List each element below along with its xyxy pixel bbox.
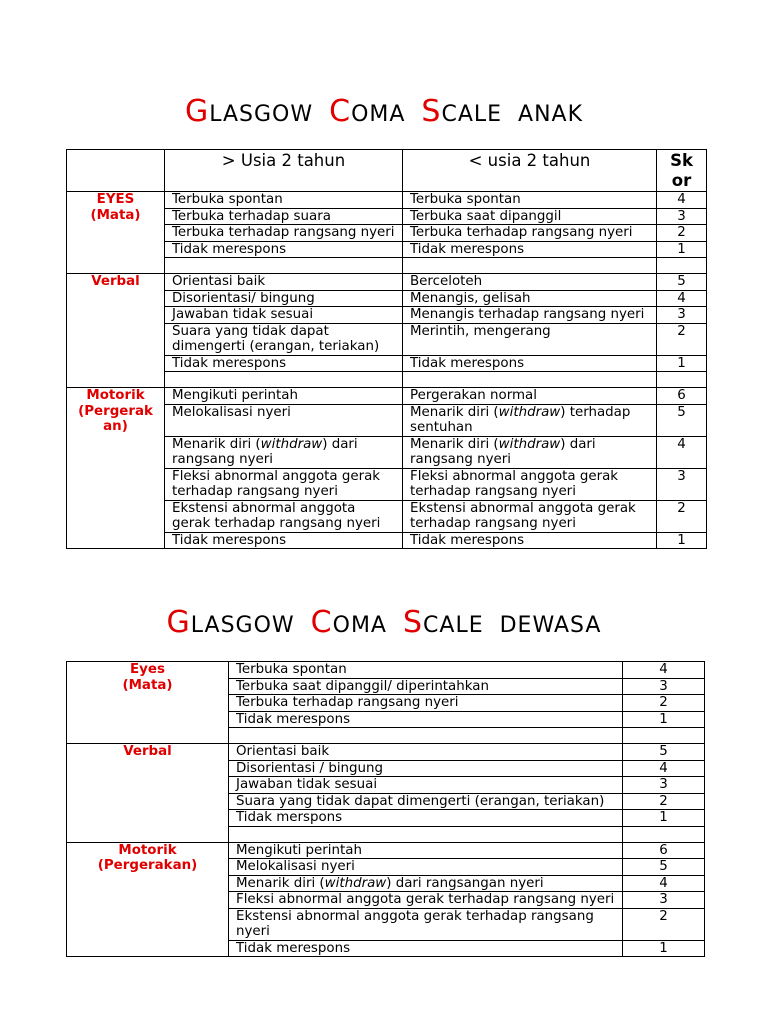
cell-score: 4 bbox=[657, 192, 707, 209]
cell-score: 2 bbox=[623, 793, 705, 810]
category-verbal bbox=[67, 744, 229, 843]
table-row bbox=[67, 192, 707, 209]
cell-under2: Terbuka saat dipanggil bbox=[403, 208, 657, 225]
cell-text: Mengikuti perintah bbox=[229, 842, 623, 859]
title-letter: S bbox=[402, 605, 424, 640]
cell-text: Tidak merspons bbox=[229, 810, 623, 827]
cell-score: 1 bbox=[657, 355, 707, 372]
child-scale-title bbox=[0, 94, 768, 129]
cell-score: 4 bbox=[623, 875, 705, 892]
adult-scale-title bbox=[0, 605, 768, 640]
cell-score: 3 bbox=[657, 208, 707, 225]
category-sublabel: (Pergerakan) bbox=[97, 858, 198, 873]
cell-text: Suara yang tidak dapat dimengerti (erangan, teriakan) bbox=[229, 793, 623, 810]
cell-score: 5 bbox=[657, 404, 707, 436]
header-under-2: < usia 2 tahun bbox=[403, 150, 657, 192]
cell-text: Menarik diri ( bbox=[410, 436, 499, 452]
cell-under2: Terbuka terhadap rangsang nyeri bbox=[403, 225, 657, 242]
cell-score: 2 bbox=[657, 500, 707, 532]
cell-score: 1 bbox=[623, 940, 705, 957]
category-sublabel: an) bbox=[103, 419, 128, 434]
category-label: Motorik bbox=[86, 388, 145, 403]
cell-score: 5 bbox=[623, 859, 705, 876]
cell-under2: Pergerakan normal bbox=[403, 388, 657, 405]
cell-text: ) dari rangsang nyeri bbox=[410, 436, 596, 467]
cell-over2: Tidak merespons bbox=[165, 241, 403, 258]
cell-score: 1 bbox=[657, 241, 707, 258]
cell-text: Melokalisasi nyeri bbox=[229, 859, 623, 876]
cell-over2: Terbuka spontan bbox=[165, 192, 403, 209]
cell-over2: Melokalisasi nyeri bbox=[165, 404, 403, 436]
cell-score: 6 bbox=[623, 842, 705, 859]
cell-text: Orientasi baik bbox=[229, 744, 623, 761]
adult-gcs-table bbox=[66, 661, 705, 957]
category-motorik bbox=[67, 842, 229, 957]
category-label: Verbal bbox=[91, 274, 140, 289]
header-over-2: > Usia 2 tahun bbox=[165, 150, 403, 192]
cell-text: Tidak merespons bbox=[229, 940, 623, 957]
category-sublabel: (Mata) bbox=[90, 207, 141, 223]
cell-score: 1 bbox=[623, 810, 705, 827]
cell-text bbox=[229, 875, 623, 892]
cell-text: Disorientasi / bingung bbox=[229, 760, 623, 777]
cell-text: Menarik diri ( bbox=[172, 436, 261, 452]
cell-text: ) dari rangsang nyeri bbox=[172, 436, 358, 467]
category-sublabel: (Pergerak bbox=[78, 403, 153, 419]
title-word: OMA bbox=[351, 102, 406, 127]
cell-over2: Terbuka terhadap suara bbox=[165, 208, 403, 225]
table-row bbox=[67, 662, 705, 679]
cell-under2: Terbuka spontan bbox=[403, 192, 657, 209]
cell-italic: withdraw bbox=[498, 404, 561, 420]
cell-score: 3 bbox=[623, 777, 705, 794]
table-row bbox=[67, 842, 705, 859]
title-letter: C bbox=[310, 605, 333, 640]
cell-text: Menarik diri ( bbox=[410, 404, 499, 420]
table-row bbox=[67, 274, 707, 291]
cell-under2: Tidak merespons bbox=[403, 532, 657, 549]
title-word: ANAK bbox=[518, 102, 584, 127]
header-score bbox=[657, 150, 707, 192]
cell-score: 2 bbox=[657, 323, 707, 355]
cell-score: 3 bbox=[623, 892, 705, 909]
cell-italic: withdraw bbox=[498, 436, 561, 452]
cell-under2 bbox=[403, 404, 657, 436]
cell-italic: withdraw bbox=[324, 875, 387, 891]
cell-under2: Tidak merespons bbox=[403, 355, 657, 372]
table-row bbox=[67, 744, 705, 761]
cell-under2: Menangis terhadap rangsang nyeri bbox=[403, 307, 657, 324]
cell-text: Jawaban tidak sesuai bbox=[229, 777, 623, 794]
cell-score: 3 bbox=[657, 307, 707, 324]
cell-score: 3 bbox=[657, 468, 707, 500]
cell-text: Terbuka spontan bbox=[229, 662, 623, 679]
category-eyes bbox=[67, 192, 165, 274]
cell-text-part: ) dari rangsangan nyeri bbox=[386, 875, 544, 891]
title-word: LASGOW bbox=[209, 102, 314, 127]
table-header-row bbox=[67, 150, 707, 192]
title-word: OMA bbox=[332, 613, 387, 638]
category-label: EYES bbox=[96, 192, 135, 207]
cell-score: 5 bbox=[657, 274, 707, 291]
cell-text: ) terhadap sentuhan bbox=[410, 404, 631, 435]
cell-under2: Ekstensi abnormal anggota gerak terhadap rangsang nyeri bbox=[403, 500, 657, 532]
title-word: CALE bbox=[423, 613, 484, 638]
title-word: LASGOW bbox=[190, 613, 295, 638]
cell-over2: Mengikuti perintah bbox=[165, 388, 403, 405]
cell-text: Terbuka terhadap rangsang nyeri bbox=[229, 695, 623, 712]
category-sublabel: (Mata) bbox=[122, 677, 173, 693]
cell-score: 4 bbox=[623, 662, 705, 679]
title-word: DEWASA bbox=[499, 613, 602, 638]
cell-under2: Fleksi abnormal anggota gerak terhadap rangsang nyeri bbox=[403, 468, 657, 500]
category-verbal bbox=[67, 274, 165, 388]
cell-over2: Terbuka terhadap rangsang nyeri bbox=[165, 225, 403, 242]
cell-italic: withdraw bbox=[260, 436, 323, 452]
cell-score: 4 bbox=[657, 436, 707, 468]
cell-score: 3 bbox=[623, 678, 705, 695]
cell-score: 4 bbox=[623, 760, 705, 777]
cell-score: 1 bbox=[657, 532, 707, 549]
cell-text: Tidak merespons bbox=[229, 711, 623, 728]
category-motorik bbox=[67, 388, 165, 549]
cell-under2: Menangis, gelisah bbox=[403, 290, 657, 307]
title-letter: G bbox=[184, 94, 210, 129]
cell-score: 5 bbox=[623, 744, 705, 761]
cell-under2: Berceloteh bbox=[403, 274, 657, 291]
cell-over2: Tidak merespons bbox=[165, 532, 403, 549]
cell-score: 2 bbox=[623, 908, 705, 940]
category-label: Eyes bbox=[130, 662, 165, 677]
category-eyes bbox=[67, 662, 229, 744]
cell-text: Ekstensi abnormal anggota gerak terhadap rangsang nyeri bbox=[229, 908, 623, 940]
cell-under2: Merintih, mengerang bbox=[403, 323, 657, 355]
cell-over2: Suara yang tidak dapat dimengerti (erangan, teriakan) bbox=[165, 323, 403, 355]
cell-text: Terbuka saat dipanggil/ diperintahkan bbox=[229, 678, 623, 695]
cell-over2: Disorientasi/ bingung bbox=[165, 290, 403, 307]
cell-score: 4 bbox=[657, 290, 707, 307]
title-letter: G bbox=[166, 605, 191, 640]
cell-score: 2 bbox=[657, 225, 707, 242]
cell-score: 6 bbox=[657, 388, 707, 405]
title-letter: S bbox=[421, 94, 442, 129]
header-score-label: Sk or bbox=[670, 151, 693, 190]
category-label: Motorik bbox=[118, 842, 177, 858]
cell-under2 bbox=[403, 436, 657, 468]
cell-over2: Tidak merespons bbox=[165, 355, 403, 372]
title-word: CALE bbox=[441, 102, 503, 127]
header-empty bbox=[67, 150, 165, 192]
table-row bbox=[67, 388, 707, 405]
cell-text-part: Menarik diri ( bbox=[236, 875, 325, 891]
cell-over2: Ekstensi abnormal anggota gerak terhadap rangsang nyeri bbox=[165, 500, 403, 532]
cell-score: 2 bbox=[623, 695, 705, 712]
category-label: Verbal bbox=[123, 744, 172, 759]
cell-over2: Jawaban tidak sesuai bbox=[165, 307, 403, 324]
cell-text: Fleksi abnormal anggota gerak terhadap rangsang nyeri bbox=[229, 892, 623, 909]
cell-over2 bbox=[165, 436, 403, 468]
cell-score: 1 bbox=[623, 711, 705, 728]
title-letter: C bbox=[329, 94, 352, 129]
cell-over2: Fleksi abnormal anggota gerak terhadap rangsang nyeri bbox=[165, 468, 403, 500]
cell-over2: Orientasi baik bbox=[165, 274, 403, 291]
child-gcs-table bbox=[66, 149, 707, 549]
cell-under2: Tidak merespons bbox=[403, 241, 657, 258]
